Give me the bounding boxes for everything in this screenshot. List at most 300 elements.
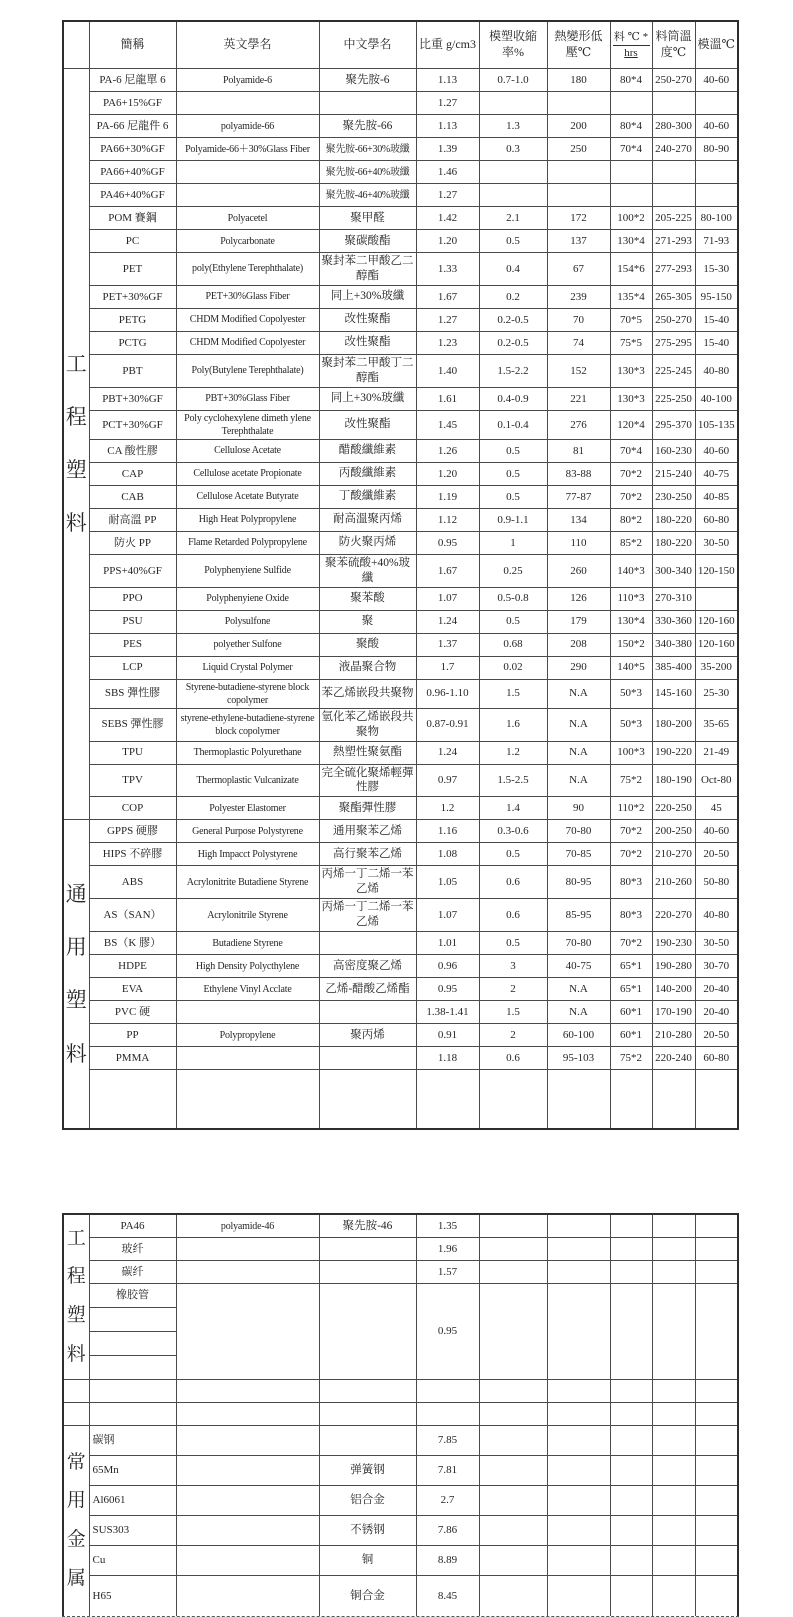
- cell-dry: 154*6: [610, 253, 652, 286]
- cell-mold: 120-160: [695, 610, 738, 633]
- table-row: [63, 354, 738, 387]
- group-label-char: 程: [65, 404, 87, 429]
- cell-mold: 15-40: [695, 331, 738, 354]
- cell-shrink: 0.2: [479, 285, 547, 308]
- cell-shrink: [479, 1486, 547, 1516]
- cell-shrink: 1.3: [479, 115, 547, 138]
- cell-abbr: PCTG: [89, 331, 176, 354]
- cell-en: poly(Ethylene Terephthalate): [176, 253, 319, 286]
- cell-abbr: PA66+30%GF: [89, 138, 176, 161]
- cell-hdt: 83-88: [547, 462, 610, 485]
- cell-hdt: 77-87: [547, 485, 610, 508]
- cell-barrel: 275-295: [652, 331, 695, 354]
- cell-cn: 聚苯硫酸+40%玻纖: [319, 554, 416, 587]
- cell-shrink: 2: [479, 1024, 547, 1047]
- cell-sg: 1.01: [416, 932, 479, 955]
- cell-sg: 1.46: [416, 161, 479, 184]
- cell-hdt: [547, 1238, 610, 1261]
- cell-shrink: 1.5: [479, 679, 547, 708]
- cell-sg: 1.61: [416, 387, 479, 410]
- cell-dry: 130*4: [610, 610, 652, 633]
- cell-sg: 1.33: [416, 253, 479, 286]
- cell-hdt: 179: [547, 610, 610, 633]
- table-row: [63, 1576, 738, 1617]
- group-label-char: 常: [66, 1451, 86, 1473]
- cell-hdt: N.A: [547, 1001, 610, 1024]
- cell-abbr: GPPS 硬膠: [89, 820, 176, 843]
- cell-en: High Heat Polypropylene: [176, 508, 319, 531]
- cell-shrink: [479, 1380, 547, 1403]
- table-row: [63, 387, 738, 410]
- cell-hdt: 95-103: [547, 1047, 610, 1070]
- cell-cn: 耐高溫聚丙烯: [319, 508, 416, 531]
- cell-sg: 1.37: [416, 633, 479, 656]
- cell-barrel: [652, 1426, 695, 1456]
- cell-mold: 50-80: [695, 866, 738, 899]
- cell-cn: 防火聚丙烯: [319, 531, 416, 554]
- cell-sg: 0.97: [416, 764, 479, 797]
- header-chinese-name: 中文學名: [319, 21, 416, 69]
- cell-shrink: 0.5: [479, 932, 547, 955]
- cell-dry: 110*3: [610, 587, 652, 610]
- cell-abbr: TPV: [89, 764, 176, 797]
- cell-mold: 80-100: [695, 207, 738, 230]
- cell-barrel: 330-360: [652, 610, 695, 633]
- cell-barrel: 271-293: [652, 230, 695, 253]
- cell-barrel: [652, 1576, 695, 1617]
- cell-corner: [63, 1380, 89, 1403]
- group-label-char: 料: [66, 1343, 86, 1365]
- cell-barrel: 180-190: [652, 764, 695, 797]
- cell-barrel: 190-280: [652, 955, 695, 978]
- cell-shrink: 0.68: [479, 633, 547, 656]
- cell-cn: 丙烯一丁二烯一苯乙烯: [319, 899, 416, 932]
- cell-dry: [610, 1426, 652, 1456]
- table-row: [63, 439, 738, 462]
- table-row: [63, 978, 738, 1001]
- header-row: [63, 21, 738, 69]
- cell-shrink: 1.5-2.5: [479, 764, 547, 797]
- cell-abbr: PET+30%GF: [89, 285, 176, 308]
- cell-abbr: PP: [89, 1024, 176, 1047]
- cell-barrel: 270-310: [652, 587, 695, 610]
- cell-en: [176, 1576, 319, 1617]
- cell-dry: [610, 1238, 652, 1261]
- cell-shrink: 0.2-0.5: [479, 308, 547, 331]
- cell-barrel: 250-270: [652, 69, 695, 92]
- cell-shrink: 0.5: [479, 230, 547, 253]
- table-row: [63, 485, 738, 508]
- cell-en: [176, 1070, 319, 1130]
- cell-en: [176, 1426, 319, 1456]
- cell-shrink: [479, 92, 547, 115]
- cell-sg: 0.87-0.91: [416, 708, 479, 741]
- cell-abbr: [89, 1380, 176, 1403]
- cell-abbr: 橡胶管: [89, 1284, 176, 1308]
- cell-abbr: PA66+40%GF: [89, 161, 176, 184]
- cell-mold: 30-50: [695, 932, 738, 955]
- table-row: [63, 899, 738, 932]
- cell-shrink: [479, 1070, 547, 1130]
- cell-mold: 80-90: [695, 138, 738, 161]
- cell-hdt: N.A: [547, 764, 610, 797]
- cell-dry: 75*5: [610, 331, 652, 354]
- table-row: [63, 820, 738, 843]
- cell-mold: [695, 1284, 738, 1380]
- cell-abbr: SBS 彈性膠: [89, 679, 176, 708]
- cell-dry: [610, 184, 652, 207]
- cell-barrel: 240-270: [652, 138, 695, 161]
- cell-en: CHDM Modified Copolyester: [176, 308, 319, 331]
- cell-cn: 改性聚酯: [319, 410, 416, 439]
- table-row: [63, 797, 738, 820]
- cell-hdt: 70: [547, 308, 610, 331]
- cell-hdt: [547, 161, 610, 184]
- cell-shrink: 0.6: [479, 899, 547, 932]
- cell-en: Polyester Elastomer: [176, 797, 319, 820]
- cell-barrel: [652, 1380, 695, 1403]
- cell-abbr: PA-66 尼龍件 6: [89, 115, 176, 138]
- table-row: [63, 633, 738, 656]
- cell-en: Polyacetel: [176, 207, 319, 230]
- cell-cn: 聚碳酸酯: [319, 230, 416, 253]
- cell-abbr: 碳钢: [89, 1426, 176, 1456]
- cell-barrel: 205-225: [652, 207, 695, 230]
- cell-hdt: [547, 184, 610, 207]
- group-label-char: 程: [66, 1266, 86, 1288]
- cell-abbr: BS（K 膠）: [89, 932, 176, 955]
- cell-sg: 1.35: [416, 1214, 479, 1238]
- cell-cn: 改性聚酯: [319, 331, 416, 354]
- cell-abbr: ABS: [89, 866, 176, 899]
- cell-cn: [319, 932, 416, 955]
- cell-hdt: 276: [547, 410, 610, 439]
- cell-mold: 60-80: [695, 508, 738, 531]
- cell-cn: 同上+30%玻纖: [319, 285, 416, 308]
- cell-hdt: 126: [547, 587, 610, 610]
- cell-abbr: PPS+40%GF: [89, 554, 176, 587]
- cell-shrink: [479, 1516, 547, 1546]
- cell-shrink: [479, 1426, 547, 1456]
- group-label-char: 通: [65, 881, 87, 906]
- cell-dry: [610, 1380, 652, 1403]
- cell-barrel: [652, 1456, 695, 1486]
- header-heat-deflection: 熱變形低壓℃: [547, 21, 610, 69]
- cell-cn: 液晶聚合物: [319, 656, 416, 679]
- cell-abbr: PA-6 尼龍單 6: [89, 69, 176, 92]
- cell-dry: 70*2: [610, 462, 652, 485]
- cell-barrel: 210-270: [652, 843, 695, 866]
- cell-hdt: 85-95: [547, 899, 610, 932]
- cell-cn: 聚苯酸: [319, 587, 416, 610]
- table-row: [63, 308, 738, 331]
- cell-sg: 1.24: [416, 610, 479, 633]
- cell-abbr: 防火 PP: [89, 531, 176, 554]
- cell-abbr: COP: [89, 797, 176, 820]
- cell-mold: 40-60: [695, 115, 738, 138]
- cell-hdt: [547, 1456, 610, 1486]
- cell-cn: 聚先胺-66+40%玻纖: [319, 161, 416, 184]
- cell-cn: 铝合金: [319, 1486, 416, 1516]
- cell-abbr: PA6+15%GF: [89, 92, 176, 115]
- group-label-char: 工: [66, 1227, 86, 1249]
- cell-cn: 铜: [319, 1546, 416, 1576]
- cell-cn: 丙酸纖維素: [319, 462, 416, 485]
- cell-dry: [610, 1284, 652, 1380]
- cell-mold: 40-85: [695, 485, 738, 508]
- cell-sg: 1.38-1.41: [416, 1001, 479, 1024]
- cell-dry: 130*3: [610, 387, 652, 410]
- cell-cn: 乙烯-醋酸乙烯酯: [319, 978, 416, 1001]
- cell-en: [176, 1238, 319, 1261]
- cell-sg: 1.39: [416, 138, 479, 161]
- cell-shrink: 0.5: [479, 462, 547, 485]
- cell-dry: 70*4: [610, 138, 652, 161]
- cell-cn: 聚先胺-46+40%玻纖: [319, 184, 416, 207]
- cell-barrel: 385-400: [652, 656, 695, 679]
- cell-mold: 35-65: [695, 708, 738, 741]
- cell-sg: [416, 1070, 479, 1130]
- cell-en: PBT+30%Glass Fiber: [176, 387, 319, 410]
- cell-en: [176, 1403, 319, 1426]
- cell-mold: [695, 92, 738, 115]
- cell-shrink: 1.5: [479, 1001, 547, 1024]
- cell-en: CHDM Modified Copolyester: [176, 331, 319, 354]
- table-row: [63, 656, 738, 679]
- cell-abbr: AS（SAN）: [89, 899, 176, 932]
- cell-dry: 80*2: [610, 508, 652, 531]
- cell-dry: 135*4: [610, 285, 652, 308]
- table-row: [63, 1284, 738, 1308]
- cell-abbr: SUS303: [89, 1516, 176, 1546]
- cell-dry: [610, 1486, 652, 1516]
- table-row: [63, 1047, 738, 1070]
- cell-abbr: [89, 1070, 176, 1130]
- cell-hdt: [547, 1516, 610, 1546]
- group-label-char: 塑: [65, 458, 87, 483]
- table-row: [63, 1403, 738, 1426]
- cell-barrel: [652, 1486, 695, 1516]
- cell-abbr: LCP: [89, 656, 176, 679]
- cell-en: Poly(Butylene Terephthalate): [176, 354, 319, 387]
- cell-sg: 1.2: [416, 797, 479, 820]
- cell-en: Polycarbonate: [176, 230, 319, 253]
- cell-abbr: PPO: [89, 587, 176, 610]
- cell-shrink: 0.4: [479, 253, 547, 286]
- cell-cn: 聚先胺-46: [319, 1214, 416, 1238]
- cell-mold: 20-50: [695, 1024, 738, 1047]
- header-shrinkage: 模塑收縮率%: [479, 21, 547, 69]
- cell-sg: 8.45: [416, 1576, 479, 1617]
- cell-shrink: [479, 1456, 547, 1486]
- cell-mold: 35-200: [695, 656, 738, 679]
- cell-en: Thermoplastic Vulcanizate: [176, 764, 319, 797]
- table-row: [63, 955, 738, 978]
- cell-sg: 0.95: [416, 531, 479, 554]
- cell-hdt: 290: [547, 656, 610, 679]
- table-row: [63, 1486, 738, 1516]
- cell-dry: 70*2: [610, 843, 652, 866]
- cell-barrel: 190-220: [652, 741, 695, 764]
- cell-cn: [319, 1380, 416, 1403]
- cell-cn: 熱塑性聚氨酯: [319, 741, 416, 764]
- cell-hdt: 110: [547, 531, 610, 554]
- cell-abbr: 碳纤: [89, 1261, 176, 1284]
- cell-barrel: 220-270: [652, 899, 695, 932]
- cell-shrink: [479, 1284, 547, 1380]
- cell-mold: [695, 1403, 738, 1426]
- cell-en: High Impacct Polystyrene: [176, 843, 319, 866]
- cell-sg: 1.45: [416, 410, 479, 439]
- cell-en: [176, 92, 319, 115]
- cell-abbr: PBT: [89, 354, 176, 387]
- cell-abbr: Cu: [89, 1546, 176, 1576]
- cell-en: Polypropylene: [176, 1024, 319, 1047]
- cell-shrink: 0.6: [479, 866, 547, 899]
- group-label-char: 金: [66, 1529, 86, 1550]
- cell-dry: 70*5: [610, 308, 652, 331]
- cell-hdt: [547, 1380, 610, 1403]
- table-row: [63, 843, 738, 866]
- cell-mold: [695, 1576, 738, 1617]
- cell-shrink: 1.4: [479, 797, 547, 820]
- cell-dry: [610, 1576, 652, 1617]
- group-label-char: 工: [65, 351, 87, 376]
- cell-sg: 1.08: [416, 843, 479, 866]
- cell-mold: [695, 161, 738, 184]
- cell-hdt: [547, 1546, 610, 1576]
- cell-mold: [695, 1516, 738, 1546]
- cell-barrel: 210-280: [652, 1024, 695, 1047]
- cell-shrink: 0.3: [479, 138, 547, 161]
- cell-dry: [610, 1516, 652, 1546]
- header-mold-temp: 模溫℃: [695, 21, 738, 69]
- cell-hdt: 134: [547, 508, 610, 531]
- cell-sg: 2.7: [416, 1486, 479, 1516]
- cell-dry: 110*2: [610, 797, 652, 820]
- cell-hdt: 260: [547, 554, 610, 587]
- cell-barrel: 280-300: [652, 115, 695, 138]
- cell-sg: 1.27: [416, 184, 479, 207]
- cell-dry: 75*2: [610, 1047, 652, 1070]
- cell-shrink: [479, 1576, 547, 1617]
- cell-hdt: [547, 92, 610, 115]
- cell-sg: 1.40: [416, 354, 479, 387]
- cell-en: Cellulose Acetate Butyrate: [176, 485, 319, 508]
- cell-shrink: [479, 161, 547, 184]
- table-row: [63, 1380, 738, 1403]
- cell-sg: 1.7: [416, 656, 479, 679]
- cell-shrink: [479, 1403, 547, 1426]
- cell-shrink: [479, 1214, 547, 1238]
- cell-en: polyether Sulfone: [176, 633, 319, 656]
- cell-hdt: 208: [547, 633, 610, 656]
- cell-en: Butadiene Styrene: [176, 932, 319, 955]
- cell-en: Cellulose Acetate: [176, 439, 319, 462]
- cell-abbr: TPU: [89, 741, 176, 764]
- header-specific-gravity: 比重 g/cm3: [416, 21, 479, 69]
- cell-hdt: 180: [547, 69, 610, 92]
- cell-en: PET+30%Glass Fiber: [176, 285, 319, 308]
- cell-dry: 80*4: [610, 69, 652, 92]
- cell-hdt: [547, 1486, 610, 1516]
- cell-cn: 醋酸纖維素: [319, 439, 416, 462]
- cell-mold: Oct-80: [695, 764, 738, 797]
- cell-cn: [319, 1261, 416, 1284]
- cell-abbr: 玻纤: [89, 1238, 176, 1261]
- cell-cn: 同上+30%玻纖: [319, 387, 416, 410]
- cell-mold: [695, 1261, 738, 1284]
- cell-sg: 7.85: [416, 1426, 479, 1456]
- cell-en: Ethylene Vinyl Acclate: [176, 978, 319, 1001]
- cell-abbr: PES: [89, 633, 176, 656]
- header-abbr: 簡稱: [89, 21, 176, 69]
- cell-mold: [695, 587, 738, 610]
- cell-shrink: 0.5: [479, 439, 547, 462]
- cell-dry: [610, 1403, 652, 1426]
- cell-en: [176, 161, 319, 184]
- cell-hdt: 81: [547, 439, 610, 462]
- cell-cn: 氫化苯乙烯嵌段共聚物: [319, 708, 416, 741]
- cell-hdt: 137: [547, 230, 610, 253]
- cell-shrink: 0.5: [479, 485, 547, 508]
- cell-barrel: 200-250: [652, 820, 695, 843]
- cell-mold: 40-60: [695, 439, 738, 462]
- table-row: [63, 932, 738, 955]
- cell-en: [176, 1284, 319, 1380]
- cell-en: Thermoplastic Polyurethane: [176, 741, 319, 764]
- cell-sg: 8.89: [416, 1546, 479, 1576]
- cell-mold: [695, 184, 738, 207]
- cell-en: Polyamide-6: [176, 69, 319, 92]
- cell-sg: 1.27: [416, 308, 479, 331]
- cell-sg: 1.57: [416, 1261, 479, 1284]
- cell-shrink: 1.5-2.2: [479, 354, 547, 387]
- cell-abbr: PETG: [89, 308, 176, 331]
- cell-cn: 不锈钢: [319, 1516, 416, 1546]
- table-row: [63, 866, 738, 899]
- cell-abbr: PCT+30%GF: [89, 410, 176, 439]
- cell-barrel: 340-380: [652, 633, 695, 656]
- cell-sg: 0.95: [416, 1284, 479, 1380]
- cell-en: [176, 1261, 319, 1284]
- table-row: [63, 92, 738, 115]
- cell-barrel: 140-200: [652, 978, 695, 1001]
- cell-dry: 80*4: [610, 115, 652, 138]
- cell-barrel: [652, 161, 695, 184]
- cell-hdt: 70-80: [547, 820, 610, 843]
- cell-barrel: 220-240: [652, 1047, 695, 1070]
- cell-shrink: 1: [479, 531, 547, 554]
- cell-shrink: 1.6: [479, 708, 547, 741]
- cell-barrel: 250-270: [652, 308, 695, 331]
- cell-mold: 20-40: [695, 978, 738, 1001]
- cell-dry: 80*3: [610, 899, 652, 932]
- cell-hdt: 40-75: [547, 955, 610, 978]
- cell-shrink: 0.4-0.9: [479, 387, 547, 410]
- cell-cn: 丙烯一丁二烯一苯乙烯: [319, 866, 416, 899]
- cell-dry: 100*3: [610, 741, 652, 764]
- cell-mold: [695, 1426, 738, 1456]
- cell-cn: [319, 1001, 416, 1024]
- cell-barrel: 300-340: [652, 554, 695, 587]
- cell-cn: 弹簧钢: [319, 1456, 416, 1486]
- group-label: [63, 1214, 89, 1380]
- cell-mold: 105-135: [695, 410, 738, 439]
- cell-dry: 140*3: [610, 554, 652, 587]
- cell-abbr: EVA: [89, 978, 176, 1001]
- cell-dry: 50*3: [610, 708, 652, 741]
